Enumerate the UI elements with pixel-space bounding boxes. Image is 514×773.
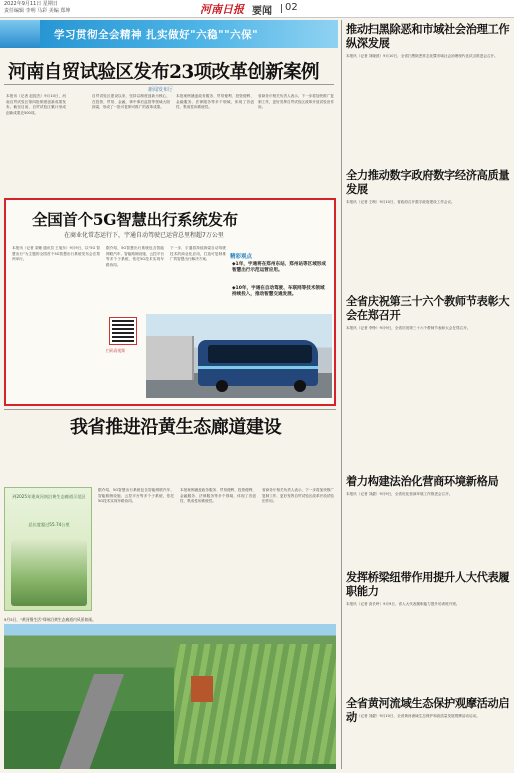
divider <box>4 84 334 85</box>
ecological-corridor-photo <box>4 624 336 769</box>
callout-item: ◆10年，宇通在自动驾驶、车联网等技术领域持续投入，推动智慧交通发展。 <box>232 286 325 298</box>
right-headline-5: 发挥桥梁纽带作用提升人大代表履职能力 <box>346 570 510 598</box>
bus-window <box>208 345 312 363</box>
second-body-col-1: 据介绍，5G智慧出行系统包含智能网联汽车、智能路侧设施、云控平台等多个子系统，依托5G技术实现车路协同。 <box>98 488 174 504</box>
newspaper-logo: 河南日报 <box>200 3 244 16</box>
photo-caption: 9月5日，"黄河慢生活"郑州沿黄生态廊道内风景如画。 <box>4 617 96 622</box>
station-building <box>146 336 194 380</box>
masthead-divider <box>281 4 282 13</box>
right-body-6: 本报讯（记者 刘勰）9月10日，全省黄河流域生态保护和高质量发展观摩活动启动。 <box>346 714 480 718</box>
lead-body-col-3: 省商务厅相关负责人表示，下一步将加快推广复制工作，更好发挥自贸试验区改革开放试验田作用。 <box>258 94 334 110</box>
right-headline-1: 推动扫黑除恶和市域社会治理工作纵深发展 <box>346 22 510 50</box>
second-body-col-2: 本批案例涵盖政务服务、贸易便利、投资便利、金融服务、法律服务等多个领域，体现了首创性、集成性和系统性。 <box>180 488 256 504</box>
qr-code-icon[interactable] <box>110 318 136 344</box>
right-body-3: 本报讯（记者 李铮）9月9日，全省庆祝第三十六个教师节表彰大会在郑召开。 <box>346 326 471 330</box>
page-masthead <box>0 0 514 18</box>
feature-body-col-1: 本报讯（记者 栾姗 通讯员 王旭东）9月9日，以"5G 智慧出行"为主题的全国首个5G智慧出行系统发布会在郑州举行。 <box>12 246 100 262</box>
feature-subtitle: 在商业化常态运行下，宇通自动驾驶已运营总里程超7万公里 <box>64 232 224 239</box>
lead-kicker: 新闻发布厅 <box>148 87 174 93</box>
right-body-2: 本报讯（记者 王映）9月10日，省政府召开数字政府建设工作会议。 <box>346 200 455 204</box>
lead-body-col-2: 本批案例涵盖政务服务、贸易便利、投资便利、金融服务、法律服务等多个领域，体现了首创性、集成性和系统性。 <box>176 94 254 110</box>
callout-title: 精彩观点 <box>230 254 253 260</box>
callout-item: ◆1年，宇通将在郑州东站、郑州站等区域形成智慧出行示范运营应用。 <box>232 262 327 274</box>
editors-text: 责任编辑 李明 马彩 美编 郑坤 <box>4 8 71 14</box>
column-divider <box>341 20 342 769</box>
date-text: 2022年9月11日 星期日 <box>4 1 58 7</box>
right-body-1: 本报讯（记者 刘晓波）9月10日，全省扫黑除恶常态化暨市域社会治理现代化试点推进会召开。 <box>346 54 498 58</box>
info-box-number: 总长度超过55.74公里 <box>28 522 70 527</box>
feature-body-col-2: 据介绍，5G智慧出行系统包含智能网联汽车、智能路侧设施、云控平台等多个子系统，依托5G技术实现车路协同。 <box>106 246 164 267</box>
feature-headline: 全国首个5G智慧出行系统发布 <box>32 210 238 229</box>
pavilion <box>191 676 213 702</box>
wheel-icon <box>216 380 228 392</box>
wheel-icon <box>294 380 306 392</box>
farmland <box>174 644 336 764</box>
banner-image <box>0 20 40 48</box>
bus-stripe <box>198 366 318 369</box>
feature-story-box <box>4 198 336 406</box>
info-box <box>4 487 92 611</box>
info-box-title: 到2025年建成河南沿黄生态廊道示范区 <box>12 494 86 499</box>
page-number: 02 <box>285 2 298 13</box>
feature-body-col-3: 下一步，宇通将持续探索自动驾驶技术的商业化应用，打造可复制推广的智慧出行解决方案。 <box>170 246 226 262</box>
bus-photo <box>146 314 332 398</box>
right-body-5: 本报讯（记者 高长岭）9月9日，省人大代表履职能力提升培训班开班。 <box>346 602 460 606</box>
theme-banner <box>0 20 338 48</box>
road <box>54 674 124 769</box>
right-headline-3: 全省庆祝第三十六个教师节表彰大会在郑召开 <box>346 294 510 322</box>
second-headline: 我省推进沿黄生态廊道建设 <box>70 417 282 438</box>
divider <box>4 409 336 410</box>
right-headline-6: 全省黄河流域生态保护观摩活动启动 <box>346 696 510 724</box>
banner-text: 学习贯彻全会精神 扎实做好"六稳""六保" <box>54 29 259 41</box>
right-headline-4: 着力构建法治化营商环境新格局 <box>346 474 499 488</box>
second-body-col-3: 省商务厅相关负责人表示，下一步将加快推广复制工作，更好发挥自贸试验区改革开放试验田作用。 <box>262 488 334 504</box>
lead-body-col-1: 自贸试验区建设以来，坚持以制度创新为核心，在投资、贸易、金融、事中事后监管等领域大胆探索，形成了一批可复制可推广的改革成果。 <box>92 94 170 110</box>
right-headline-2: 全力推动数字政府数字经济高质量发展 <box>346 168 510 196</box>
cyclists-photo <box>11 540 87 606</box>
lead-headline: 河南自贸试验区发布23项改革创新案例 <box>8 62 319 83</box>
qr-label: 扫码看视频 <box>106 348 125 353</box>
masthead-date <box>4 1 74 15</box>
right-body-4: 本报讯（记者 刘勰）9月9日，全省优化营商环境工作推进会召开。 <box>346 492 453 496</box>
section-title: 要闻 <box>252 6 272 17</box>
lead-body-lead: 本报讯（记者 赵振杰）9月10日，河南自贸试验区第四批制度创新成果发布。截至目前，自贸试验区累计形成创新成果近500项。 <box>6 94 66 115</box>
